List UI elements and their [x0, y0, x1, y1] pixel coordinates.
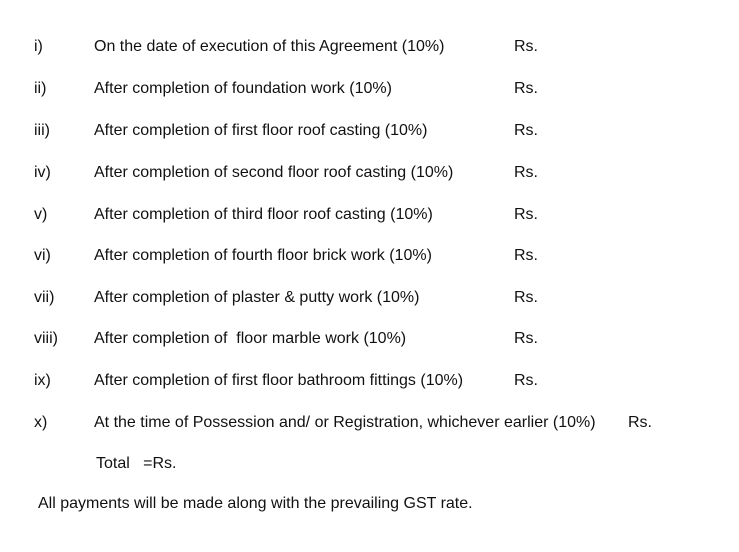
item-amount: Rs.	[514, 247, 538, 264]
item-description: At the time of Possession and/ or Registration, whichever earlier (10%)	[94, 414, 596, 431]
item-description: After completion of floor marble work (10%)	[94, 330, 407, 347]
item-amount: Rs.	[514, 80, 538, 97]
schedule-row	[0, 411, 739, 435]
item-amount: Rs.	[514, 164, 538, 181]
item-amount: Rs.	[514, 330, 538, 347]
item-description: After completion of second floor roof casting (10%)	[94, 164, 454, 181]
item-amount: Rs.	[514, 372, 538, 389]
item-description: On the date of execution of this Agreement (10%)	[94, 38, 445, 55]
item-amount: Rs.	[628, 414, 652, 431]
item-description: After completion of first floor roof casting (10%)	[94, 122, 428, 139]
item-number: viii)	[34, 330, 58, 347]
item-number: ix)	[34, 372, 51, 389]
item-number: i)	[34, 38, 43, 55]
schedule-row	[0, 35, 739, 59]
schedule-row	[0, 286, 739, 310]
item-number: x)	[34, 414, 48, 431]
item-amount: Rs.	[514, 206, 538, 223]
schedule-row	[0, 327, 739, 351]
schedule-row	[0, 119, 739, 143]
item-amount: Rs.	[514, 289, 538, 306]
item-number: iv)	[34, 164, 51, 181]
item-description: After completion of foundation work (10%)	[94, 80, 392, 97]
item-amount: Rs.	[514, 38, 538, 55]
schedule-row	[0, 203, 739, 227]
schedule-row	[0, 77, 739, 101]
item-description: After completion of first floor bathroom fittings (10%)	[94, 372, 464, 389]
item-description: After completion of fourth floor brick work (10%)	[94, 247, 432, 264]
item-number: vii)	[34, 289, 55, 306]
item-number: ii)	[34, 80, 47, 97]
gst-note: All payments will be made along with the prevailing GST rate.	[38, 495, 473, 512]
schedule-row	[0, 161, 739, 185]
item-description: After completion of third floor roof casting (10%)	[94, 206, 433, 223]
total-line: Total =Rs.	[96, 455, 177, 472]
schedule-row	[0, 369, 739, 393]
item-description: After completion of plaster & putty work (10%)	[94, 289, 420, 306]
schedule-row	[0, 244, 739, 268]
item-number: iii)	[34, 122, 50, 139]
item-amount: Rs.	[514, 122, 538, 139]
item-number: v)	[34, 206, 48, 223]
item-number: vi)	[34, 247, 51, 264]
